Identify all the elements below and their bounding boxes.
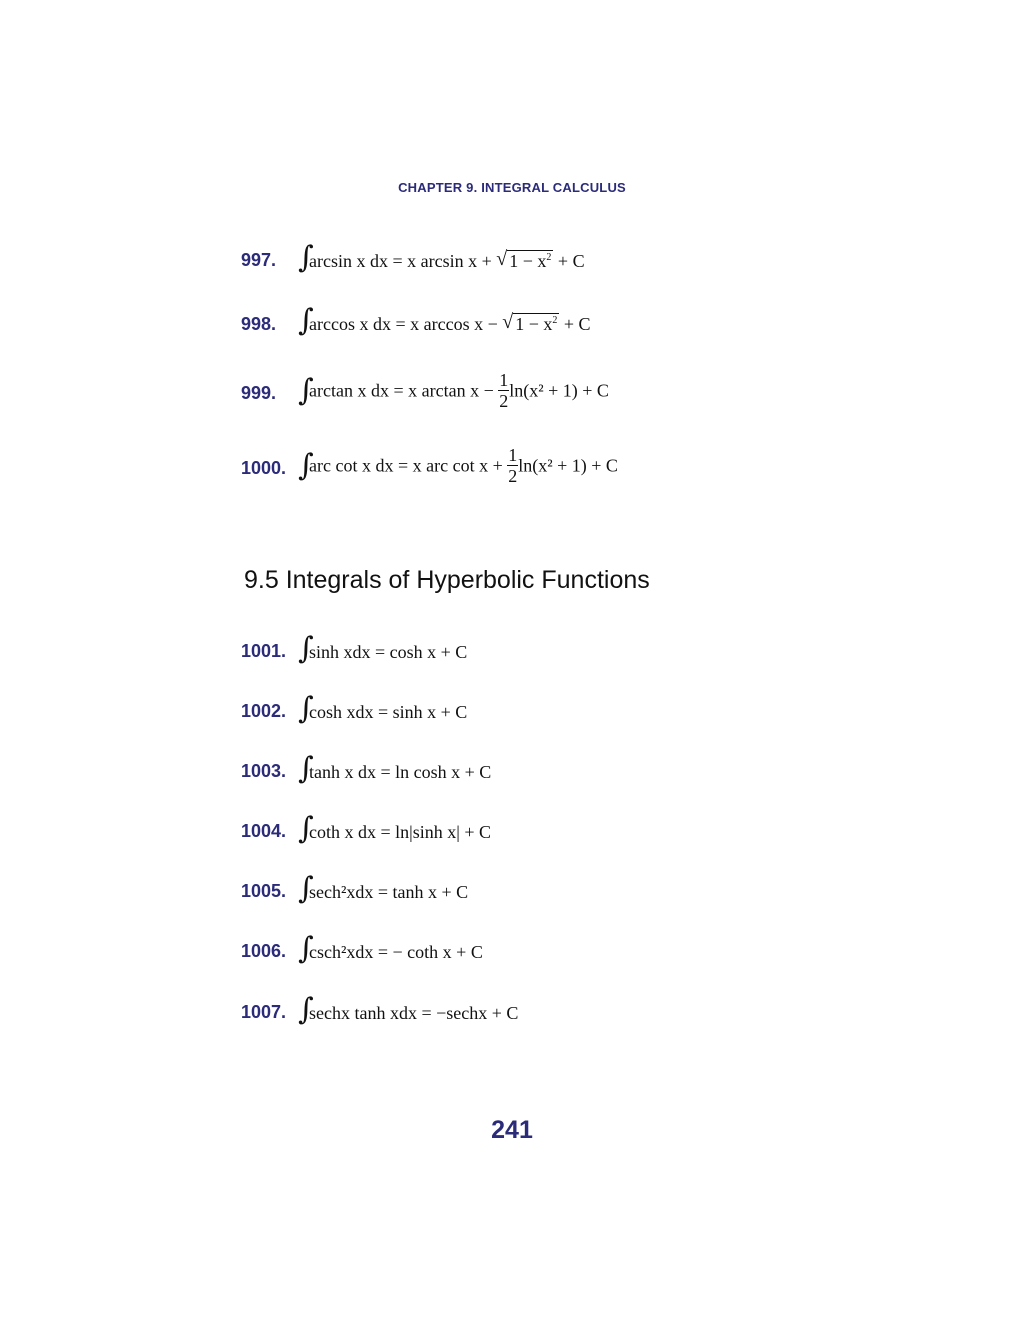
formula-number: 1000. [241,458,287,478]
section-title: 9.5 Integrals of Hyperbolic Functions [244,566,650,594]
formula-tail: + C [559,314,591,334]
formula-lhs: arc cot x dx = x arc cot x + [309,455,508,476]
square-root: √ $1 - x^2$ [502,311,558,334]
formula-number: 1007. [241,1002,287,1022]
integral-sign: ∫ [298,691,314,726]
page-number: 241 [491,1116,533,1144]
formula-number: 1006. [241,941,287,961]
integral-sign: ∫ [298,931,314,966]
formula-number: 997. [241,250,277,270]
formula-number: 1002. [241,701,287,721]
formula-number: 1004. [241,821,287,841]
integral-sign: ∫ [298,373,314,408]
formula-tail: ln(x² + 1) + C [518,455,618,476]
integral-sign: ∫ [298,992,314,1027]
formula-number: 1001. [241,641,287,661]
integral-sign: ∫ [298,240,314,275]
integral-sign: ∫ [298,448,314,483]
formula-lhs: arccos x dx = x arccos x − [309,314,503,334]
fraction: $\frac{1}{2}$ [508,445,518,486]
formula-number: 999. [241,383,277,403]
integral-sign: ∫ [298,631,314,666]
formula-number: 1005. [241,881,287,901]
formula-number: 1003. [241,761,287,781]
formula-tail: + C [553,251,585,271]
square-root: √ $1 - x^2$ [496,248,552,271]
integral-sign: ∫ [298,871,314,906]
formula-number: 998. [241,314,277,334]
formula-lhs: arctan x dx = x arctan x − [309,380,499,401]
integral-sign: ∫ [298,751,314,786]
formula-tail: ln(x² + 1) + C [509,380,609,401]
fraction: $\frac{1}{2}$ [499,370,509,411]
integral-sign: ∫ [298,303,314,338]
chapter-header: CHAPTER 9. INTEGRAL CALCULUS [398,180,626,195]
document-page: CHAPTER 9. INTEGRAL CALCULUS 997. ∫ arcsin x dx = x arcsin x + √ $1 - x^2 + C$ 998. ∫ arccos x dx = x arccos x − √ $1 - x^2 + C$ 999. ∫ arctan x dx = x arctan x − $\frac{1}{2}$ ln(x² + 1) + C 1000. ∫ arc cot x dx = x arc cot x + $\frac{1}{2}$ ln(x² + 1) + C 9.5 Integrals of Hyperbolic Functions 1001. ∫ sinh xdx = cosh x + C 1002. ∫ cosh xdx = sinh x + C 1003. ∫ tanh x dx = ln cosh x + C 1004. ∫ coth x dx = ln|sinh x| + C 1005. ∫ sech²xdx = tanh x + C 1006. ∫ csch²xdx = − coth x + C 1007. ∫ sechx tanh xdx = −sechx + C 241 [0,0,1024,1325]
formula-lhs: arcsin x dx = x arcsin x + [309,251,497,271]
integral-sign: ∫ [298,811,314,846]
